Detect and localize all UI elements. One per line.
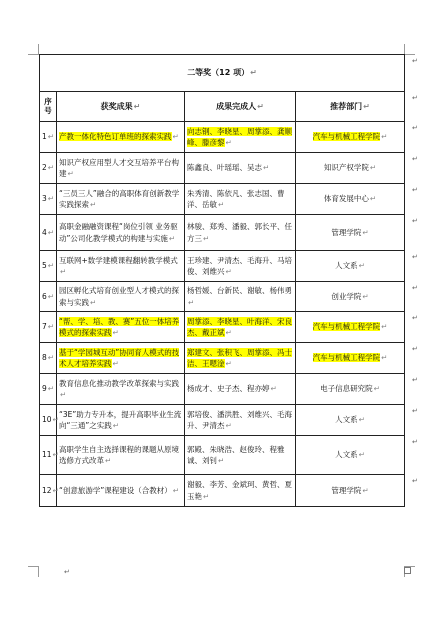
paragraph-mark: ↵ <box>112 359 119 368</box>
dept-cell-text: 汽车与机械工程学院 <box>312 132 381 142</box>
row-end-mark: ↵ <box>412 437 418 446</box>
row-end-mark: ↵ <box>412 185 418 194</box>
people-cell-text: 谢毅、李芳、金斌珂、黄哲、夏玉艳 <box>187 480 292 501</box>
paragraph-mark: ↵ <box>47 261 55 271</box>
row-number-text: 12 <box>42 485 52 495</box>
dept-cell-text: 汽车与机械工程学院 <box>312 322 381 332</box>
achievement-cell[interactable] <box>57 215 185 251</box>
paragraph-mark: ↵ <box>225 138 232 147</box>
people-cell[interactable] <box>185 343 296 374</box>
people-cell-text: 林骏、郑秀、潘毅、郭长平、任方三 <box>187 222 292 243</box>
table-row <box>40 436 405 475</box>
row-number-text: 9 <box>42 384 47 394</box>
table-title: 二等奖（12 项） <box>187 68 250 77</box>
row-number-text: 4 <box>42 227 47 237</box>
header-dept[interactable]: 推荐部门↵ <box>296 92 405 122</box>
row-number-text: 10 <box>42 415 52 425</box>
table-resize-handle[interactable] <box>404 567 411 574</box>
people-cell[interactable] <box>185 312 296 343</box>
dept-cell[interactable] <box>296 153 405 184</box>
row-number[interactable] <box>40 184 57 215</box>
achievement-cell[interactable] <box>57 312 185 343</box>
table-row <box>40 282 405 312</box>
row-number-text: 7 <box>42 322 47 332</box>
people-cell[interactable] <box>185 436 296 475</box>
row-end-mark: ↵ <box>412 123 418 132</box>
people-cell[interactable] <box>185 215 296 251</box>
paragraph-mark: ↵ <box>225 328 232 337</box>
paragraph-mark: ↵ <box>172 132 179 142</box>
row-end-mark: ↵ <box>412 93 418 102</box>
dept-cell[interactable] <box>296 475 405 507</box>
paragraph-mark: ↵ <box>203 233 210 243</box>
dept-cell-text: 人文系 <box>335 450 358 460</box>
paragraph-mark: ↵ <box>218 456 225 465</box>
people-cell-text: 周掌添、李晓星、叶海洋、宋良杰、戴正斌 <box>187 316 292 337</box>
row-number-text: 6 <box>42 291 47 301</box>
dept-cell[interactable] <box>296 184 405 215</box>
row-end-mark: ↵ <box>412 313 418 322</box>
row-number-text: 1 <box>42 132 47 142</box>
achievement-cell-text: 教育信息化推动教学改革探索与实践 <box>59 378 179 388</box>
paragraph-mark: ↵ <box>369 194 377 204</box>
header-people[interactable]: 成果完成人↵ <box>185 92 296 122</box>
paragraph-mark: ↵ <box>47 291 55 301</box>
dept-cell-text: 人文系 <box>335 415 358 425</box>
paragraph-mark: ↵ <box>64 568 70 576</box>
paragraph-mark: ↵ <box>381 132 388 142</box>
paragraph-mark: ↵ <box>47 132 55 142</box>
crop-mark-bottom-left <box>28 566 39 577</box>
achievement-cell-text: 园区孵化式培育创业型人才模式的探索与实践 <box>59 286 179 307</box>
achievement-cell-text: 基于“学园城互动”协同育人模式的技术人才培养实践 <box>59 347 180 368</box>
people-cell[interactable] <box>185 153 296 184</box>
people-cell-text: 杨哲媛、台新民、谢敏、杨伟勇 <box>187 286 292 296</box>
paragraph-mark: ↵ <box>362 227 369 237</box>
row-number[interactable] <box>40 251 57 282</box>
row-number[interactable] <box>40 153 57 184</box>
paragraph-mark: ↵ <box>47 227 55 237</box>
dept-cell-text: 电子信息研究院 <box>320 384 373 394</box>
paragraph-mark: ↵ <box>112 328 119 337</box>
paragraph-mark: ↵ <box>369 163 377 173</box>
row-number[interactable] <box>40 343 57 374</box>
header-dept-label: 推荐部门 <box>330 101 363 111</box>
paragraph-mark: ↵ <box>381 353 388 363</box>
row-end-mark: ↵ <box>412 375 418 384</box>
paragraph-mark: ↵ <box>358 415 365 425</box>
achievement-cell-text: 知识产权应用型人才交互培养平台构建 <box>59 157 179 178</box>
paragraph-mark: ↵ <box>362 291 369 301</box>
paragraph-mark: ↵ <box>52 485 59 495</box>
achievement-cell[interactable] <box>57 475 185 507</box>
row-number-text: 3 <box>42 194 47 204</box>
row-number[interactable] <box>40 374 57 405</box>
achievement-cell-text: “三员三人”融合的高职体育创新教学实践探索 <box>59 188 180 209</box>
awards-table[interactable] <box>39 54 405 507</box>
paragraph-mark: ↵ <box>225 421 232 430</box>
achievement-cell[interactable] <box>57 405 185 436</box>
row-end-mark: ↵ <box>412 406 418 415</box>
achievement-cell-text: “3E”助力专升本，提升高职毕业生流向“三通”之实践 <box>59 409 182 430</box>
row-number-text: 5 <box>42 261 47 271</box>
header-no[interactable] <box>40 92 57 122</box>
paragraph-mark: ↵ <box>172 485 180 495</box>
table-row <box>40 374 405 405</box>
people-cell[interactable] <box>185 475 296 507</box>
people-cell[interactable] <box>185 405 296 436</box>
achievement-cell[interactable] <box>57 282 185 312</box>
dept-cell-text: 体育发展中心 <box>323 194 369 204</box>
row-number-text: 8 <box>42 353 47 363</box>
row-number[interactable] <box>40 405 57 436</box>
dept-cell[interactable] <box>296 374 405 405</box>
paragraph-mark: ↵ <box>358 261 365 271</box>
people-cell-text: 杨成才、史子杰、程亦婷 <box>187 384 270 394</box>
row-number[interactable] <box>40 282 57 312</box>
table-row <box>40 184 405 215</box>
paragraph-mark: ↵ <box>188 297 195 307</box>
row-number[interactable] <box>40 312 57 343</box>
paragraph-mark: ↵ <box>60 390 67 399</box>
row-end-mark: ↵ <box>412 283 418 292</box>
header-achievement-label: 获奖成果 <box>100 101 133 111</box>
paragraph-mark: ↵ <box>90 297 97 307</box>
achievement-cell-text: 高职金融融资课程“岗位引领 业务驱动”公司化教学模式的构建与实施 <box>59 222 178 243</box>
achievement-cell[interactable] <box>57 122 185 153</box>
table-row <box>40 122 405 153</box>
table-row <box>40 405 405 436</box>
row-end-mark: ↵ <box>412 252 418 261</box>
dept-cell[interactable] <box>296 251 405 282</box>
paragraph-mark: ↵ <box>218 200 225 209</box>
dept-cell[interactable] <box>296 215 405 251</box>
row-end-mark: ↵ <box>412 344 418 353</box>
paragraph-mark: ↵ <box>67 169 74 178</box>
crop-mark-top-right <box>404 44 415 55</box>
paragraph-mark: ↵ <box>362 485 369 495</box>
dept-cell-text: 人文系 <box>335 261 358 271</box>
paragraph-mark: ↵ <box>47 163 55 173</box>
paragraph-mark: ↵ <box>225 267 232 276</box>
dept-cell-text: 管理学院 <box>331 227 362 237</box>
people-cell-text: 向志钢、李晓星、周掌添、龚顺峰、滕彦黎 <box>187 126 292 147</box>
row-number-text: 2 <box>42 163 47 173</box>
table-row <box>40 475 405 507</box>
header-no-label: 序号 <box>44 96 52 115</box>
people-cell[interactable] <box>185 184 296 215</box>
header-people-label: 成果完成人 <box>216 101 257 111</box>
achievement-cell-text: 高职学生自主选择课程的课题从原境选修方式改革 <box>59 444 179 465</box>
people-cell[interactable] <box>185 282 296 312</box>
paragraph-mark: ↵ <box>270 384 277 394</box>
paragraph-mark: ↵ <box>225 359 232 368</box>
achievement-cell-text: 产教一体化特色订单班的探索实践 <box>59 132 172 142</box>
crop-mark-top-left <box>28 44 39 55</box>
dept-cell[interactable] <box>296 312 405 343</box>
people-cell[interactable] <box>185 374 296 405</box>
people-cell-text: 陈鑫良、叶瑶瑶、吴志 <box>187 163 262 173</box>
paragraph-mark: ↵ <box>203 491 210 501</box>
people-cell-text: 朱秀清、陈依凡、张志国、曹洋、岳敏 <box>187 188 285 209</box>
paragraph-mark: ↵ <box>47 384 55 394</box>
paragraph-mark: ↵ <box>52 415 59 425</box>
achievement-cell-text: “帮、学、培、教、赛”五位一体培养模式的探索实践 <box>59 316 180 337</box>
table-title-row <box>40 55 405 92</box>
people-cell-text: 王珍建、尹清杰、毛海升、马培俊、刘维兴 <box>187 255 292 276</box>
dept-cell[interactable] <box>296 282 405 312</box>
paragraph-mark: ↵ <box>60 267 67 276</box>
paragraph-mark: ↵ <box>112 421 120 430</box>
achievement-cell[interactable] <box>57 343 185 374</box>
dept-cell-text: 创业学院 <box>331 291 362 301</box>
header-achievement[interactable]: 获奖成果↵ <box>57 92 185 122</box>
people-cell[interactable] <box>185 251 296 282</box>
table-title-cell[interactable]: 二等奖（12 项）↵ <box>40 55 405 92</box>
paragraph-mark: ↵ <box>52 450 59 460</box>
table-row <box>40 153 405 184</box>
people-cell-text: 郭殿、朱晓浩、赵俊玲、程雅诚、刘钊 <box>187 444 285 465</box>
row-end-mark: ↵ <box>412 216 418 225</box>
achievement-cell[interactable] <box>57 374 185 405</box>
achievement-cell[interactable] <box>57 251 185 282</box>
paragraph-mark: ↵ <box>373 384 380 394</box>
achievement-cell[interactable] <box>57 184 185 215</box>
row-end-mark: ↵ <box>412 56 418 65</box>
row-number[interactable] <box>40 475 57 507</box>
dept-cell-text: 知识产权学院 <box>323 163 369 173</box>
paragraph-mark: ↵ <box>358 450 365 460</box>
paragraph-mark: ↵ <box>263 163 270 173</box>
achievement-cell[interactable] <box>57 153 185 184</box>
table-row <box>40 215 405 251</box>
dept-cell[interactable] <box>296 436 405 475</box>
table-row <box>40 251 405 282</box>
paragraph-mark: ↵ <box>47 194 55 204</box>
row-end-mark: ↵ <box>412 476 418 485</box>
row-number[interactable] <box>40 215 57 251</box>
paragraph-mark: ↵ <box>168 233 176 243</box>
dept-cell-text: 管理学院 <box>331 485 362 495</box>
people-cell-text: 郑建文、张积飞、周掌添、冯士洁、王嗯淦 <box>187 347 292 368</box>
achievement-cell[interactable] <box>57 436 185 475</box>
people-cell-text: 郭培俊、潘洪胜、刘维兴、毛海升、尹清杰 <box>187 409 292 430</box>
row-end-mark: ↵ <box>412 154 418 163</box>
paragraph-mark: ↵ <box>47 353 55 363</box>
dept-cell[interactable] <box>296 405 405 436</box>
table-row <box>40 312 405 343</box>
paragraph-mark: ↵ <box>381 322 388 332</box>
paragraph-mark: ↵ <box>105 456 112 465</box>
table-row <box>40 343 405 374</box>
people-cell[interactable] <box>185 122 296 153</box>
paragraph-mark: ↵ <box>47 322 55 332</box>
row-number[interactable] <box>40 122 57 153</box>
achievement-cell-text: 互联网+数学建模课程翻转教学模式 <box>59 255 178 265</box>
paragraph-mark: ↵ <box>90 200 97 209</box>
dept-cell-text: 汽车与机械工程学院 <box>312 353 381 363</box>
dept-cell[interactable] <box>296 122 405 153</box>
table-header-row <box>40 92 405 122</box>
dept-cell[interactable] <box>296 343 405 374</box>
row-number-text: 11 <box>42 450 52 460</box>
achievement-cell-text: “创意旅游学”课程建设（合教材） <box>59 485 172 495</box>
row-number[interactable] <box>40 436 57 475</box>
